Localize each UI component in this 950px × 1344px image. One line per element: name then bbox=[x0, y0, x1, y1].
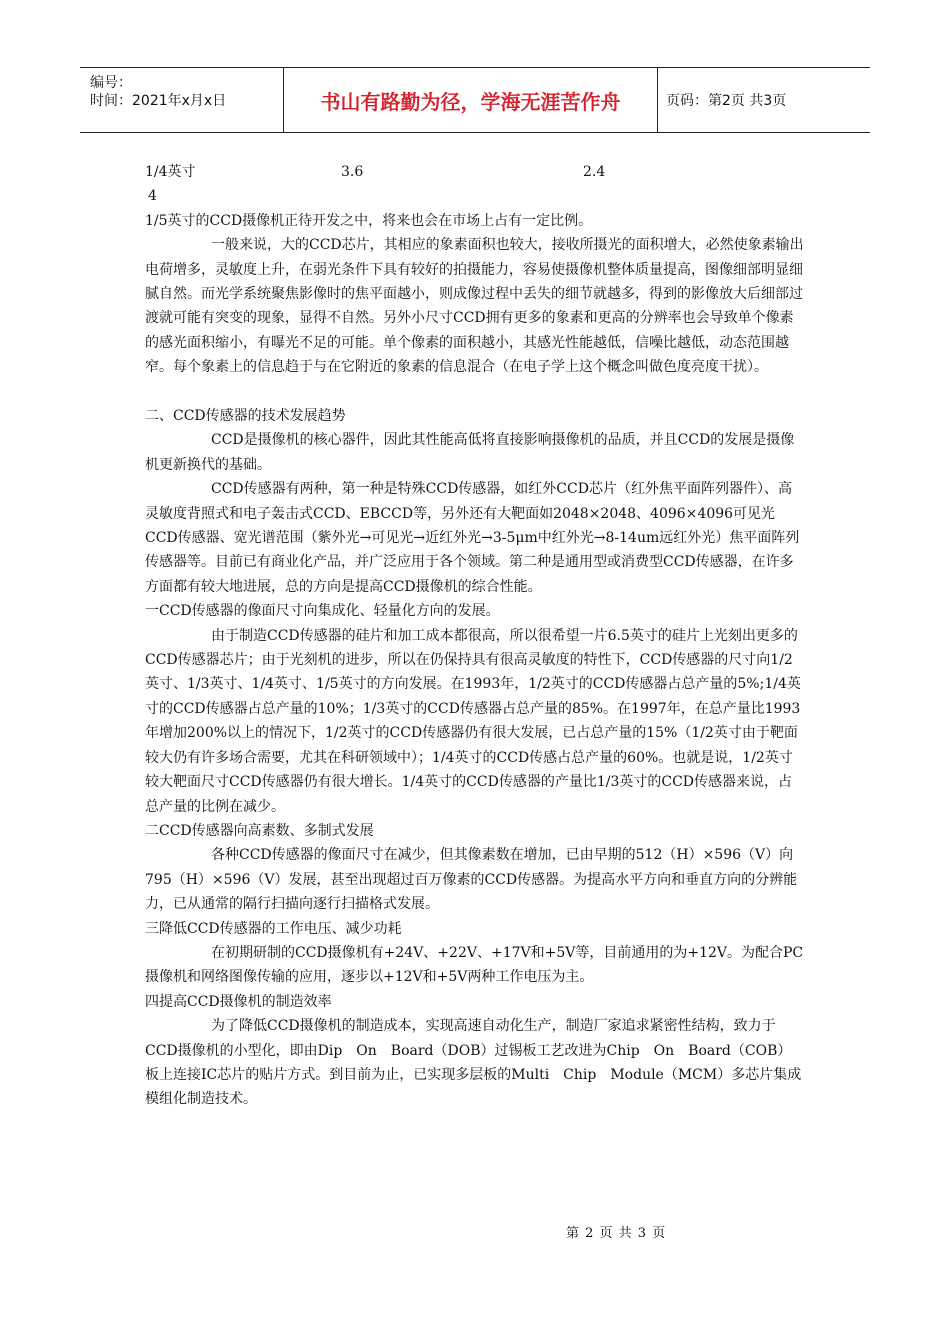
motto: 书山有路勤为径，学海无涯苦作舟 bbox=[284, 68, 658, 132]
page-footer: 第 2 页 共 3 页 bbox=[566, 1226, 667, 1241]
paragraph: 1/5英寸的CCD摄像机正待开发之中，将来也会在市场上占有一定比例。 bbox=[145, 212, 593, 229]
table-cell-value: 3.6 bbox=[341, 164, 364, 180]
page-label: 页码：第2页 共3页 bbox=[666, 93, 787, 109]
date-label: 时间：2021年x月x日 bbox=[90, 93, 227, 109]
table-cell-value: 4 bbox=[148, 188, 157, 205]
subsection-heading: 四提高CCD摄像机的制造效率 bbox=[145, 993, 332, 1010]
paragraph: 为了降低CCD摄像机的制造成本，实现高速自动化生产，制造厂家追求紧密性结构，致力于CCD摄像机的小型化，即由Dip On Board（DOB）过锡板工艺改进为Chip On Board（COB）板上连接IC芯片的贴片方式。到目前为止，已实现多层板的Multi Chip Module（MCM）多芯片集成模组化制造技术。 bbox=[145, 1018, 802, 1108]
table-row-wrap bbox=[145, 184, 805, 208]
header-meta bbox=[80, 68, 284, 132]
paragraph: 一般来说，大的CCD芯片，其相应的象素面积也较大，接收所摄光的面积增大，必然使象素输出电荷增多，灵敏度上升，在弱光条件下具有较好的拍摄能力，容易使摄像机整体质量提高，图像细部明显细腻自然。而光学系统聚焦影像时的焦平面越小，则成像过程中丢失的细节就越多，得到的影像放大后细部过渡就可能有突变的现象，显得不自然。另外小尺寸CCD拥有更多的象素和更高的分辨率也会导致单个像素的感光面积缩小，有曝光不足的可能。单个像素的面积越小，其感光性能越低，信噪比越低，动态范围越窄。每个象素上的信息趋于与在它附近的象素的信息混合（在电子学上这个概念叫做色度亮度干扰）。 bbox=[145, 237, 804, 376]
subsection-heading: 一CCD传感器的像面尺寸向集成化、轻量化方向的发展。 bbox=[145, 603, 500, 620]
page-header bbox=[80, 67, 870, 133]
subsection-heading: 二CCD传感器向高素数、多制式发展 bbox=[145, 822, 374, 839]
paragraph: CCD传感器有两种，第一种是特殊CCD传感器，如红外CCD芯片（红外焦平面阵列器件）、高灵敏度背照式和电子轰击式CCD、EBCCD等，另外还有大靶面如2048×2048、4096×4096可见光CCD传感器、宽光谱范围（紫外光→可见光→近红外光→3-5μm中红外光→8-14um远红外光）焦平面阵列传感器等。目前已有商业化产品，并广泛应用于各个领域。第二种是通用型或消费型CCD传感器，在许多方面都有较大地进展，总的方向是提高CCD摄像机的综合性能。 bbox=[145, 481, 800, 595]
table-cell-value: 2.4 bbox=[583, 164, 606, 180]
table-cell-size: 1/4英寸 bbox=[145, 164, 196, 180]
paragraph: 在初期研制的CCD摄像机有+24V、+22V、+17V和+5V等，目前通用的为+12V。为配合PC摄像机和网络图像传输的应用，逐步以+12V和+5V两种工作电压为主。 bbox=[145, 944, 804, 986]
paragraph: CCD是摄像机的核心器件，因此其性能高低将直接影响摄像机的品质，并且CCD的发展是摄像机更新换代的基础。 bbox=[145, 432, 795, 473]
paragraph: 由于制造CCD传感器的硅片和加工成本都很高，所以很希望一片6.5英寸的硅片上光刻出更多的CCD传感器芯片；由于光刻机的进步，所以在仍保持具有很高灵敏度的特性下，CCD传感器的尺寸向1/2英寸、1/3英寸、1/4英寸、1/5英寸的方向发展。在1993年，1/2英寸的CCD传感器占总产量的5%;1/4英寸的CCD传感器占总产量的10%；1/3英寸的CCD传感器占总产量的85%。在1997年，在总产量比1993年增加200%以上的情况下，1/2英寸的CCD传感器仍有很大发展，已占总产量的15%（1/2英寸由于靶面较大仍有许多场合需要，尤其在科研领域中）；1/4英寸的CCD传感占总产量的60%。也就是说，1/2英寸较大靶面尺寸CCD传感器仍有很大增长。1/4英寸的CCD传感器的产量比1/3英寸的CCD传感器来说，占总产量的比例在减少。 bbox=[145, 627, 801, 815]
number-label: 编号： bbox=[90, 75, 132, 91]
section-heading: 二、CCD传感器的技术发展趋势 bbox=[145, 408, 346, 425]
table-row bbox=[145, 160, 805, 184]
blank-line bbox=[145, 380, 805, 404]
document-body bbox=[145, 160, 805, 1112]
paragraph: 各种CCD传感器的像面尺寸在减少，但其像素数在增加，已由早期的512（H）×596（V）向795（H）×596（V）发展，甚至出现超过百万像素的CCD传感器。为提高水平方向和垂直方向的分辨能力，已从通常的隔行扫描向逐行扫描格式发展。 bbox=[145, 847, 798, 913]
subsection-heading: 三降低CCD传感器的工作电压、减少功耗 bbox=[145, 920, 402, 937]
